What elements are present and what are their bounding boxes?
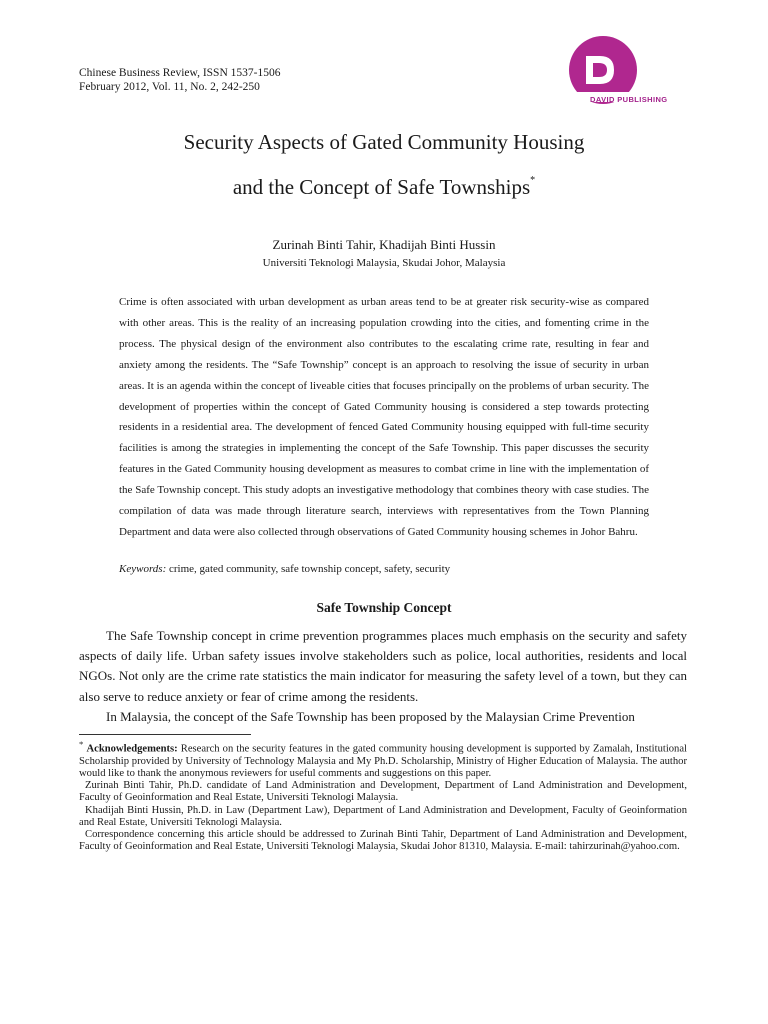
- footnote-acknowledgements: [79, 738, 687, 780]
- footnote-author-2: Khadijah Binti Hussin, Ph.D. in Law (Department Law), Department of Land Administration and Development, Faculty of Geoinformation and Real Estate, Universiti Teknologi Malaysia.: [79, 804, 687, 828]
- keywords-label: Keywords:: [119, 563, 167, 575]
- paragraph-2: In Malaysia, the concept of the Safe Township has been proposed by the Malaysian Crime Prevention: [106, 708, 635, 724]
- journal-citation: [79, 66, 280, 94]
- journal-line-1: Chinese Business Review, ISSN 1537-1506: [79, 67, 281, 79]
- footnotes: [79, 738, 687, 853]
- keywords-text: crime, gated community, safe township concept, safety, security: [169, 563, 451, 575]
- title-line-1: Security Aspects of Gated Community Housing: [183, 130, 585, 154]
- footnote-divider: [79, 734, 251, 735]
- body-text: [79, 626, 687, 727]
- ack-label: Acknowledgements:: [86, 743, 178, 755]
- paragraph-1: The Safe Township concept in crime prevention programmes places much emphasis on the security and safety aspects of daily life. Urban safety issues involve stakeholders such as police, local authorities, residents and local NGOs. Not only are the crime rate statistics the main indicator for measuring the safety level of a town, but they can also serve to reduce anxiety or fear of crime among the residents.: [79, 628, 687, 704]
- abstract: Crime is often associated with urban development as urban areas tend to be at greater risk security-wise as compared with other areas. This is the reality of an increasing population crowding into the cities, and fomenting crime in the process. The physical design of the environment also contributes to the escalating crime rate, resulting in fear and anxiety among the residents. The “Safe Township” concept is an approach to resolving the issue of security in urban areas. It is an agenda within the concept of liveable cities that focuses principally on the problems of urban security. The development of properties within the concept of Gated Community housing is considered a step towards protecting residents in a residential area. The development of fenced Gated Community housing equipped with full-time security facilities is among the strategies in implementing the concept of the Safe Township. This paper discusses the security features in the Gated Community housing development as measures to combat crime in line with the implementation of the Safe Township concept. This study adopts an investigative methodology that combines theory with case studies. The compilation of data was made through literature search, interviews with representatives from the Town Planning Department and data were also collected through observations of Gated Community housing schemes in Johor Bahru.: [119, 296, 649, 538]
- title-footnote-mark: *: [530, 175, 536, 186]
- footnote-correspondence: Correspondence concerning this article should be addressed to Zurinah Binti Tahir, Department of Land Administration and Development, Faculty of Geoinformation and Real Estate, Universiti Teknologi Malaysia, Skudai Johor 81310, Malaysia. E-mail: tahirzurinah@yahoo.com.: [79, 828, 687, 853]
- authors: Zurinah Binti Tahir, Khadijah Binti Hussin: [272, 237, 496, 252]
- affiliation: Universiti Teknologi Malaysia, Skudai Johor, Malaysia: [262, 257, 506, 269]
- journal-line-2: February 2012, Vol. 11, No. 2, 242-250: [79, 81, 260, 93]
- title-line-2-text: and the Concept of Safe Townships: [232, 175, 531, 199]
- section-heading: Safe Township Concept: [316, 600, 452, 615]
- title-line-2: [0, 175, 768, 200]
- keywords: [119, 563, 450, 575]
- footnote-author-1: Zurinah Binti Tahir, Ph.D. candidate of Land Administration and Development, Department of Land Administration and Development, Faculty of Geoinformation and Real Estate, Universiti Teknologi Malaysia.: [79, 780, 687, 804]
- publisher-logo: [556, 34, 690, 110]
- publisher-name: DAVID PUBLISHING: [590, 95, 668, 104]
- footnote-mark: *: [79, 739, 84, 749]
- ack-text: Research on the security features in the gated community housing development is supported by Zamalah, Institutional Scholarship provided by University of Technology Malaysia and My Ph.D. Scholarship, Ministry of Higher Education of Malaysia. The author would like to thank the anonymous reviewers for useful comments and suggestions on this paper.: [79, 743, 687, 779]
